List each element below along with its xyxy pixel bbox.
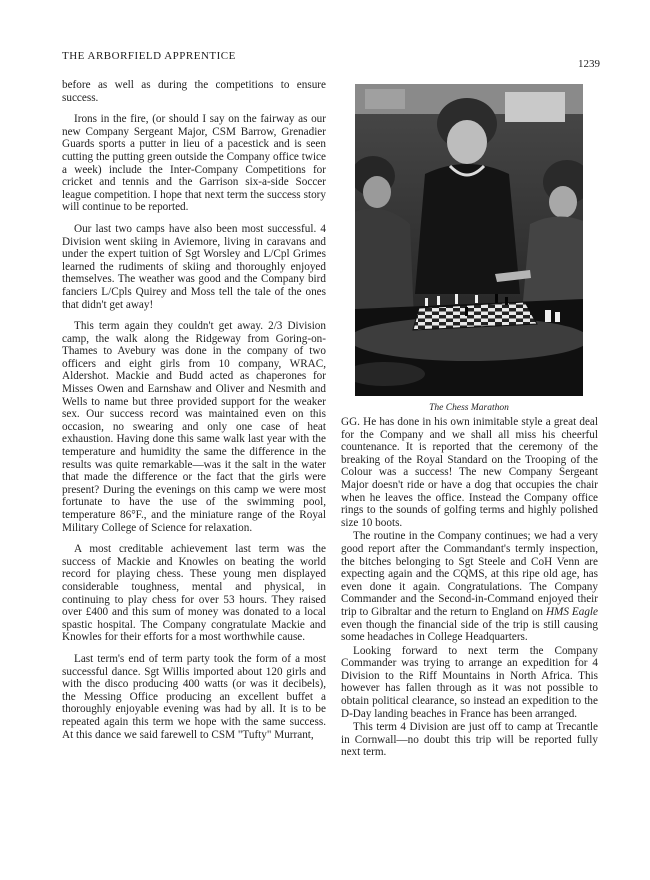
right-column — [341, 416, 598, 760]
paragraph-murrant-farewell: GG. He has done in his own inimitable style a great deal for the Company and we shall all miss his cheerful countenance. It is reported that the ceremony of the breaking of the Royal Standard on the Trooping of the Colour was a success! The new Company Sergeant Major doesn't ride or have a dog that occupies the chair when he leaves the office. Instead the Company office rings to the sounds of golfing terms and highly polished size 10 boots. — [341, 416, 598, 529]
routine-text-after: even though the financial side of the trip is still causing some headaches in College Headquarters. — [341, 618, 598, 644]
page-number: 1239 — [578, 58, 600, 70]
left-column — [62, 79, 326, 750]
paragraph-trecantle-camp: This term 4 Division are just off to camp at Trecantle in Cornwall—no doubt this trip will be reported fully next term. — [341, 721, 598, 759]
paragraph-chess-record: A most creditable achievement last term was the success of Mackie and Knowles on beating the world record for playing chess. These young men displayed considerable toughness, mental and physical, in continuing to play chess for over 53 hours. They raised over £400 and this sum of money was donated to a local spastic hospital. The Company congratulate Mackie and Knowles for their efforts for a most worthwhile cause. — [62, 543, 326, 644]
running-head: THE ARBORFIELD APPRENTICE — [62, 50, 236, 62]
chess-photo-illustration — [355, 84, 583, 396]
chess-photo — [355, 84, 583, 396]
paragraph-end-of-term-party: Last term's end of term party took the form of a most successful dance. Sgt Willis imported about 120 girls and with the disco producing 400 watts (or was it decibels), the Messing Office producing an excellent buffet a thoroughly enjoyable evening was had by all. It is to be repeated again this term we hope with the same success. At this dance we said farewell to CSM "Tufty" Murrant, — [62, 652, 326, 741]
ship-name: HMS Eagle — [545, 605, 598, 618]
paragraph-camps: Our last two camps have also been most successful. 4 Division went skiing in Aviemore, living in caravans and under the expert tuition of Sgt Worsley and L/Cpl Grimes learned the rudiments of skiing and thoroughly enjoyed themselves. The weather was good and the Company bird fanciers L/Cpls Quirey and Moss tell the tale of the ones that didn't get away! — [62, 222, 326, 311]
routine-text-before: The routine in the Company continues; we had a very good report after the Commandant's termly inspection, the bitches belonging to Sgt Steele and CoH Venn are expecting again and the CQMS, at this ripe old age, has even done it again. Congratulations. The Company Commander and the Second-in-Command enjoyed their trip to Gibraltar and the return to England on — [341, 530, 598, 618]
paragraph-ridgeway-walk: This term again they couldn't get away. 2/3 Division camp, the walk along the Ridgeway from Goring-on-Thames to Avebury was done in the company of two officers and eight girls from 10 company, WRAC, Aldershot. Mackie and Budd acted as chaperones for Misses Owen and Earnshaw and Oliver and Nesmith and Wells to name but three provided support for the weaker sex. Our success record was maintained even on this occasion, no swearing and only one case of heat exhaustion. Having done this same walk last year with the temperature and humidity the same the difference in the results was quite remarkable—was it the salt in the water that made the difference or the fact that the girls were present? During the evenings on this camp we were most fortunate to have the use of the swimming pool, temperature 86°F., and the miniature range of the Royal Military College of Science for relaxation. — [62, 320, 326, 534]
paragraph-company-routine — [341, 530, 598, 643]
paragraph-continuation: before as well as during the competitions to ensure success. — [62, 79, 326, 104]
paragraph-irons-in-fire: Irons in the fire, (or should I say on the fairway as our new Company Sergeant Major, CSM Barrow, Grenadier Guards sports a putter in lieu of a pacestick and is seen cutting the putting green outside the Company office twice a week) include the Inter-Company Competitions for cricket and tennis and the Garrison six-a-side Soccer league competition. I hope that next term the success story will continue to be reported. — [62, 113, 326, 214]
paragraph-next-term: Looking forward to next term the Company Commander was trying to arrange an expedition for 4 Division to the Riff Mountains in North Africa. This however has fallen through as it was not possible to obtain political clearance, so instead an expedition to the D-Day landing beaches in France has been arranged. — [341, 644, 598, 720]
photo-caption: The Chess Marathon — [429, 403, 509, 413]
